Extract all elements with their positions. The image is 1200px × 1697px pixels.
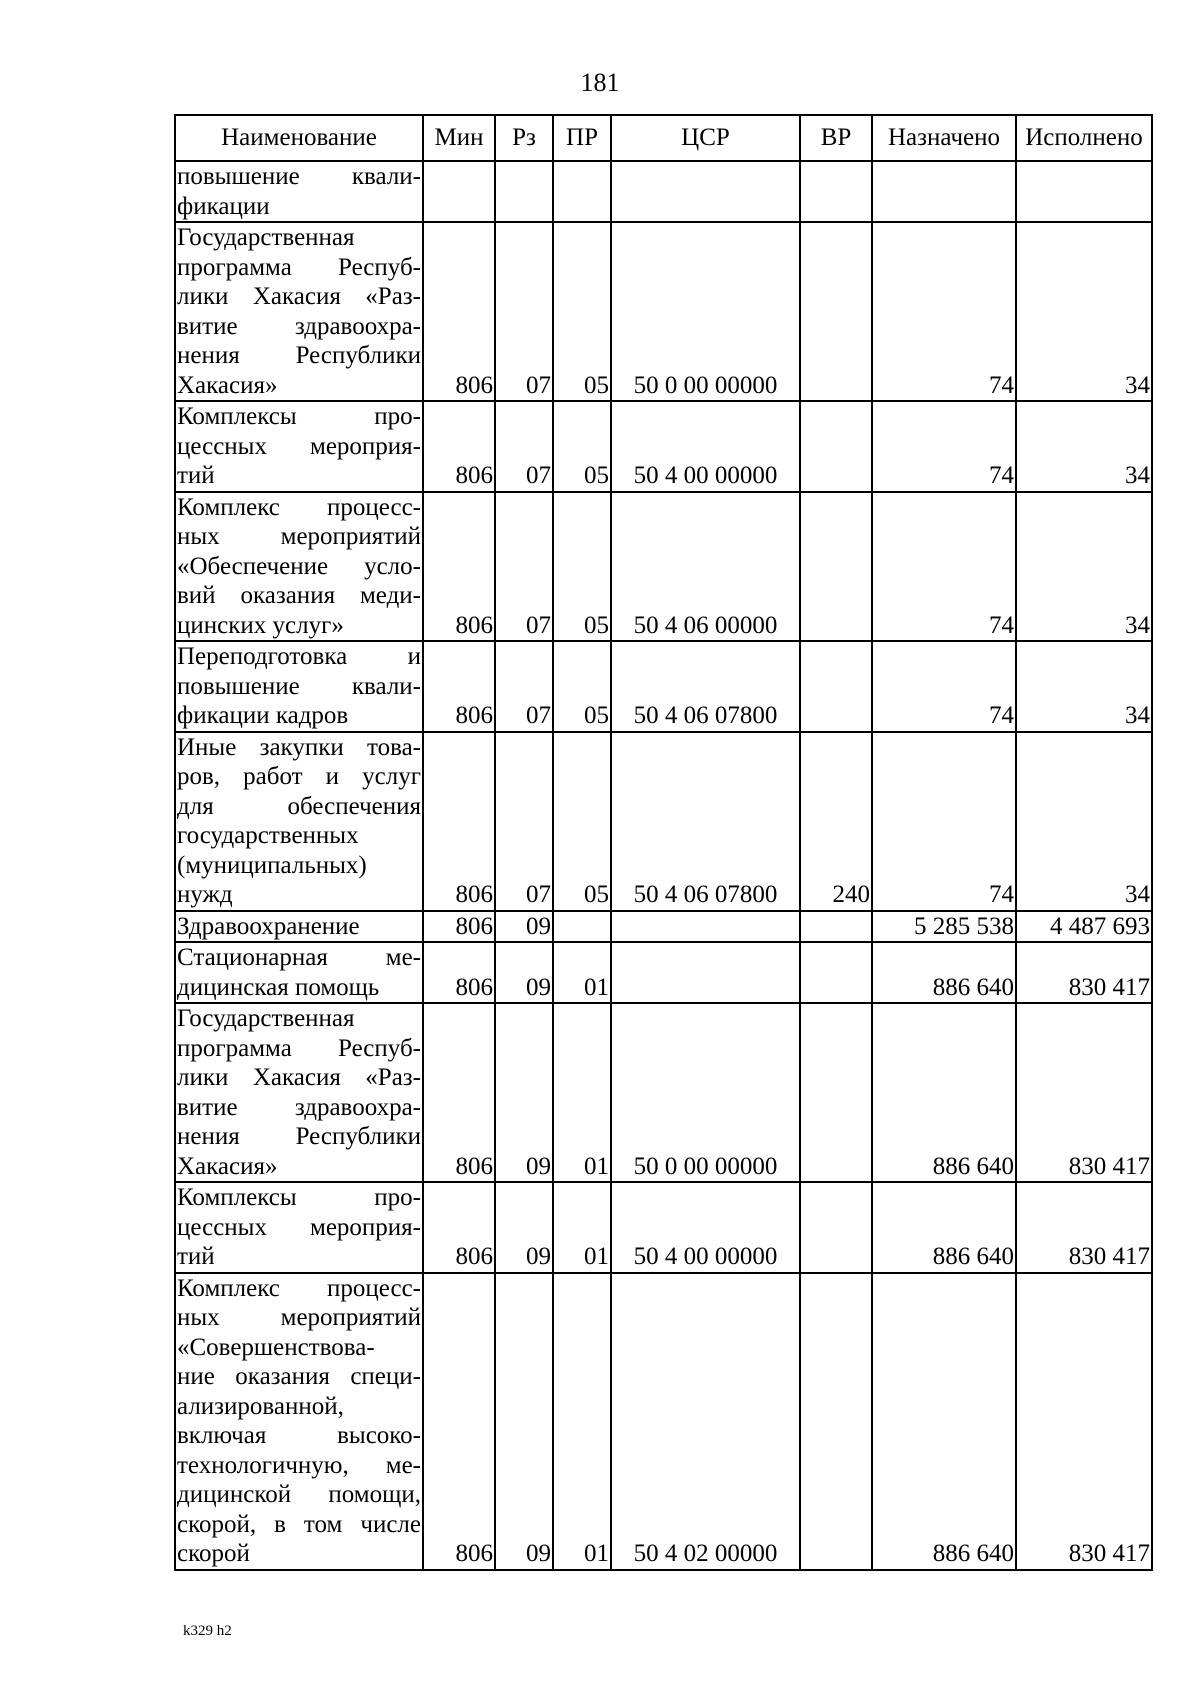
name-line: Государственная	[177, 1005, 355, 1032]
cell-min	[423, 161, 495, 222]
cell-name	[175, 641, 423, 732]
cell-min: 806	[423, 911, 495, 943]
cell-assigned: 74	[872, 222, 1016, 401]
cell-assigned: 74	[872, 401, 1016, 492]
name-line: ных мероприятий	[177, 1304, 421, 1331]
name-line: цессных мероприя-	[177, 432, 421, 460]
cell-csr: 50 4 00 00000	[611, 401, 800, 492]
header-pr: ПР	[553, 115, 611, 161]
cell-executed: 34	[1016, 401, 1152, 492]
name-line: Переподготовка и	[177, 643, 421, 670]
cell-pr: 01	[553, 1182, 611, 1273]
cell-min: 806	[423, 1003, 495, 1182]
cell-name	[175, 1182, 423, 1273]
name-line: Хакасия»	[177, 371, 278, 399]
name-line: включая высоко-	[177, 1422, 421, 1449]
cell-csr	[611, 911, 800, 943]
name-line: Здравоохранение	[177, 912, 360, 940]
name-line: нения Республики	[177, 1123, 421, 1150]
name-line: ние оказания специ-	[177, 1363, 421, 1390]
name-line: витие здравоохра-	[177, 1093, 421, 1121]
name-line: тий	[177, 462, 215, 489]
name-line: дицинская помощь	[177, 973, 380, 1001]
cell-pr: 05	[553, 222, 611, 401]
cell-min: 806	[423, 641, 495, 732]
cell-csr: 50 0 00 00000	[611, 1003, 800, 1182]
cell-vr	[800, 401, 872, 492]
cell-pr	[553, 161, 611, 222]
cell-vr: 240	[800, 732, 872, 911]
cell-vr	[800, 222, 872, 401]
cell-rz: 07	[495, 401, 553, 492]
cell-name	[175, 1003, 423, 1182]
name-line: нужд	[177, 881, 233, 908]
header-executed: Исполнено	[1016, 115, 1152, 161]
cell-rz: 09	[495, 1273, 553, 1570]
cell-rz: 09	[495, 1182, 553, 1273]
name-line: ров, работ и услуг	[177, 763, 421, 790]
cell-assigned: 74	[872, 732, 1016, 911]
cell-pr: 01	[553, 942, 611, 1003]
name-line: скорой	[177, 1540, 250, 1567]
name-line: Комплексы про-	[177, 403, 421, 430]
cell-rz: 09	[495, 942, 553, 1003]
cell-csr: 50 4 06 07800	[611, 732, 800, 911]
cell-vr	[800, 1182, 872, 1273]
name-line: «Совершенствова-	[177, 1333, 375, 1361]
cell-name	[175, 942, 423, 1003]
cell-assigned: 74	[872, 641, 1016, 732]
table-row	[175, 1273, 1152, 1570]
cell-vr	[800, 942, 872, 1003]
cell-csr	[611, 942, 800, 1003]
name-line: цессных мероприя-	[177, 1213, 421, 1241]
cell-vr	[800, 161, 872, 222]
cell-executed: 830 417	[1016, 1273, 1152, 1570]
name-line: нения Республики	[177, 342, 421, 369]
name-line: Государственная	[177, 224, 355, 251]
cell-name	[175, 732, 423, 911]
table-row	[175, 641, 1152, 732]
name-line: цинских услуг»	[177, 611, 344, 639]
cell-min: 806	[423, 942, 495, 1003]
cell-name	[175, 492, 423, 642]
cell-assigned: 886 640	[872, 1273, 1016, 1570]
cell-pr: 05	[553, 641, 611, 732]
header-rz: Рз	[495, 115, 553, 161]
cell-csr: 50 4 02 00000	[611, 1273, 800, 1570]
name-line: технологичную, ме-	[177, 1451, 421, 1479]
cell-assigned: 886 640	[872, 1182, 1016, 1273]
cell-assigned: 886 640	[872, 1003, 1016, 1182]
name-line: Стационарная ме-	[177, 944, 421, 971]
name-line: лики Хакасия «Раз-	[177, 283, 421, 310]
cell-min: 806	[423, 222, 495, 401]
header-vr: ВР	[800, 115, 872, 161]
cell-assigned: 74	[872, 492, 1016, 642]
table-row	[175, 1182, 1152, 1273]
table-row	[175, 161, 1152, 222]
cell-name	[175, 161, 423, 222]
name-line: лики Хакасия «Раз-	[177, 1064, 421, 1091]
name-line: ализированной,	[177, 1392, 344, 1420]
header-csr: ЦСР	[611, 115, 800, 161]
name-line: повышение квали-	[177, 672, 421, 700]
cell-rz: 09	[495, 1003, 553, 1182]
table-row	[175, 732, 1152, 911]
cell-pr: 01	[553, 1273, 611, 1570]
name-line: витие здравоохра-	[177, 312, 421, 340]
name-line: для обеспечения	[177, 792, 421, 820]
header-name: Наименование	[175, 115, 423, 161]
name-line: программа Респуб-	[177, 1034, 421, 1062]
cell-name	[175, 401, 423, 492]
name-line: вий оказания меди-	[177, 582, 421, 609]
cell-pr: 05	[553, 492, 611, 642]
name-line: ных мероприятий	[177, 523, 421, 550]
name-line: Иные закупки това-	[177, 733, 421, 761]
name-line: (муниципальных)	[177, 851, 367, 879]
footer-code: k329 h2	[183, 1623, 232, 1639]
cell-min: 806	[423, 1273, 495, 1570]
cell-min: 806	[423, 492, 495, 642]
cell-executed: 4 487 693	[1016, 911, 1152, 943]
cell-csr: 50 4 06 00000	[611, 492, 800, 642]
cell-vr	[800, 1273, 872, 1570]
cell-rz: 07	[495, 492, 553, 642]
cell-csr: 50 4 00 00000	[611, 1182, 800, 1273]
cell-min: 806	[423, 401, 495, 492]
cell-executed	[1016, 161, 1152, 222]
cell-csr	[611, 161, 800, 222]
cell-vr	[800, 911, 872, 943]
cell-min: 806	[423, 1182, 495, 1273]
name-line: фикации	[177, 192, 270, 220]
cell-executed: 830 417	[1016, 1182, 1152, 1273]
cell-name	[175, 911, 423, 943]
name-line: Комплексы про-	[177, 1184, 421, 1211]
name-line: программа Респуб-	[177, 253, 421, 281]
name-line: повышение квали-	[177, 163, 421, 190]
name-line: государственных	[177, 822, 359, 849]
cell-pr	[553, 911, 611, 943]
table-header-row	[175, 115, 1152, 161]
cell-assigned: 5 285 538	[872, 911, 1016, 943]
cell-executed: 830 417	[1016, 1003, 1152, 1182]
table-body	[175, 161, 1152, 1570]
cell-executed: 34	[1016, 222, 1152, 401]
name-line: Хакасия»	[177, 1152, 278, 1180]
name-line: дицинской помощи,	[177, 1481, 421, 1508]
name-line: скорой, в том числе	[177, 1510, 421, 1538]
cell-rz: 07	[495, 641, 553, 732]
cell-name	[175, 1273, 423, 1570]
cell-pr: 05	[553, 732, 611, 911]
name-line: тий	[177, 1243, 215, 1270]
cell-vr	[800, 641, 872, 732]
budget-table	[174, 114, 1153, 1571]
name-line: «Обеспечение усло-	[177, 552, 421, 580]
header-min: Мин	[423, 115, 495, 161]
cell-csr: 50 4 06 07800	[611, 641, 800, 732]
cell-vr	[800, 492, 872, 642]
table-row	[175, 401, 1152, 492]
cell-csr: 50 0 00 00000	[611, 222, 800, 401]
table-row	[175, 911, 1152, 943]
table-row	[175, 492, 1152, 642]
name-line: Комплекс процесс-	[177, 1274, 421, 1302]
cell-assigned	[872, 161, 1016, 222]
cell-rz: 09	[495, 911, 553, 943]
cell-min: 806	[423, 732, 495, 911]
cell-executed: 34	[1016, 492, 1152, 642]
cell-executed: 830 417	[1016, 942, 1152, 1003]
page-number: 181	[580, 68, 620, 97]
cell-vr	[800, 1003, 872, 1182]
cell-executed: 34	[1016, 732, 1152, 911]
table-row	[175, 942, 1152, 1003]
cell-pr: 01	[553, 1003, 611, 1182]
cell-executed: 34	[1016, 641, 1152, 732]
name-line: Комплекс процесс-	[177, 493, 421, 521]
cell-rz	[495, 161, 553, 222]
table-row	[175, 222, 1152, 401]
table-row	[175, 1003, 1152, 1182]
cell-name	[175, 222, 423, 401]
cell-rz: 07	[495, 732, 553, 911]
cell-pr: 05	[553, 401, 611, 492]
cell-assigned: 886 640	[872, 942, 1016, 1003]
header-assigned: Назначено	[872, 115, 1016, 161]
name-line: фикации кадров	[177, 702, 349, 729]
cell-rz: 07	[495, 222, 553, 401]
